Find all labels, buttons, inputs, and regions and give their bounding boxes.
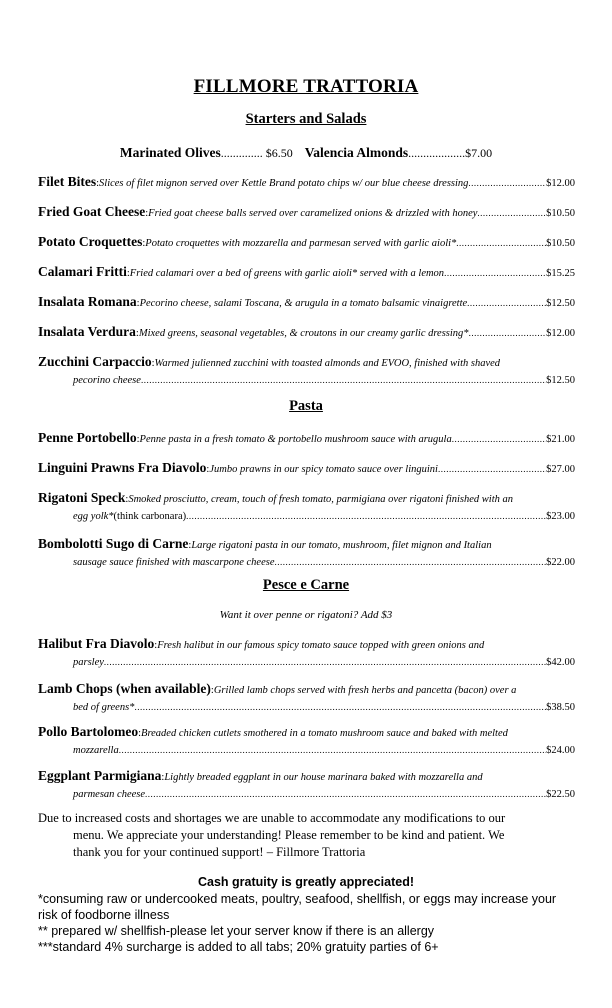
- leader-dots: [104, 654, 546, 670]
- item-price: $10.50: [546, 208, 575, 219]
- item-name: Eggplant Parmigiana: [38, 768, 162, 783]
- olives-name: Marinated Olives: [119, 145, 221, 160]
- restaurant-title: FILLMORE TRATTORIA: [193, 76, 419, 97]
- item-note: (think carbonara): [113, 511, 187, 522]
- leader-dots: [452, 431, 546, 447]
- item-name: Fried Goat Cheese: [38, 204, 146, 219]
- almonds-price: $7.00: [465, 146, 493, 160]
- menu-item-penne-portobello: Penne Portobello : Penne pasta in a fresh tomato & portobello mushroom sauce with arugula ..... $21.00: [38, 430, 575, 448]
- leader-dots: [275, 554, 547, 570]
- leader-dots: [456, 235, 546, 251]
- item-description: Breaded chicken cutlets smothered in a tomato mushroom sauce and baked with melted: [141, 728, 508, 739]
- item-name: Linguini Prawns Fra Diavolo: [38, 460, 207, 475]
- footnote-shellfish: ** prepared w/ shellfish-please let your server know if there is an allergy: [38, 924, 435, 938]
- item-price: $42.00: [546, 657, 575, 668]
- menu-item-potato-croquettes: Potato Croquettes : Potato croquettes with mozzarella and parmesan served with garlic aioli* ..... $10.50: [38, 234, 575, 252]
- menu-item-linguini-prawns: Linguini Prawns Fra Diavolo : Jumbo prawns in our spicy tomato sauce over linguini ..... $27.00: [38, 460, 575, 478]
- menu-item-eggplant-parmigiana: Eggplant Parmigiana : Lightly breaded eggplant in our house marinara baked with mozzarella and parmesan cheese ..... $22.50: [38, 768, 575, 803]
- item-description: Slices of filet mignon served over Kettle Brand potato chips w/ our blue cheese dressing: [99, 178, 469, 189]
- olives-dots: ..............: [220, 146, 263, 160]
- item-name: Rigatoni Speck: [38, 490, 126, 505]
- item-price: $38.50: [546, 702, 575, 713]
- footnote-raw-food-1: *consuming raw or undercooked meats, poultry, seafood, shellfish, or eggs may increase your: [38, 892, 557, 906]
- almonds-name: Valencia Almonds: [304, 145, 409, 160]
- leader-dots: [467, 295, 546, 311]
- footnotes: [38, 891, 598, 955]
- almonds-dots: ...................: [408, 146, 466, 160]
- section-starters-heading: Starters and Salads: [245, 111, 367, 127]
- item-name: Bombolotti Sugo di Carne: [38, 536, 189, 551]
- item-description-cont: parsley: [73, 657, 104, 668]
- menu-item-filet-bites: Filet Bites : Slices of filet mignon served over Kettle Brand potato chips w/ our blue cheese dressing ..... $12.00: [38, 174, 575, 192]
- item-description: Lightly breaded eggplant in our house marinara baked with mozzarella and: [164, 772, 483, 783]
- menu-item-insalata-verdura: Insalata Verdura : Mixed greens, seasonal vegetables, & croutons in our creamy garlic dressing* ..... $12.00: [38, 324, 575, 342]
- leader-dots: [468, 175, 546, 191]
- olives-price: $6.50: [265, 146, 293, 160]
- item-price: $23.00: [546, 511, 575, 522]
- item-price: $21.00: [546, 434, 575, 445]
- notice-line-3: thank you for your continued support! – Fillmore Trattoria: [73, 845, 366, 859]
- menu-item-insalata-romana: Insalata Romana : Pecorino cheese, salami Toscana, & arugula in a tomato balsamic vinaigrette ..... $12.50: [38, 294, 575, 312]
- item-description: Large rigatoni pasta in our tomato, mushroom, filet mignon and Italian: [191, 540, 492, 551]
- item-description: Fresh halibut in our famous spicy tomato sauce topped with green onions and: [157, 640, 485, 651]
- menu-item-bombolotti: Bombolotti Sugo di Carne : Large rigatoni pasta in our tomato, mushroom, filet mignon and Italian sausage sauce finished with mascarpone cheese ..... $22.00: [38, 536, 575, 571]
- item-price: $12.00: [546, 178, 575, 189]
- item-name: Potato Croquettes: [38, 234, 143, 249]
- item-description: Potato croquettes with mozzarella and parmesan served with garlic aioli*: [145, 238, 457, 249]
- item-description-cont: sausage sauce finished with mascarpone cheese: [73, 557, 275, 568]
- item-price: $22.50: [546, 789, 575, 800]
- item-description-cont: bed of greens*: [73, 702, 135, 713]
- item-description-cont: parmesan cheese: [73, 789, 146, 800]
- item-description: Penne pasta in a fresh tomato & portobello mushroom sauce with arugula: [139, 434, 452, 445]
- menu-item-calamari-fritti: Calamari Fritti : Fried calamari over a bed of greens with garlic aioli* served with a lemon ..... $15.25: [38, 264, 575, 282]
- add-pasta-note: Want it over penne or rigatoni? Add $3: [219, 609, 393, 621]
- item-name: Insalata Verdura: [38, 324, 136, 339]
- item-description: Pecorino cheese, salami Toscana, & arugula in a tomato balsamic vinaigrette: [139, 298, 468, 309]
- item-name: Pollo Bartolomeo: [38, 724, 139, 739]
- menu-item-lamb-chops: Lamb Chops (when available) : Grilled lamb chops served with fresh herbs and pancetta (bacon) over a bed of greens* ..... $38.50: [38, 681, 575, 716]
- leader-dots: [186, 508, 546, 524]
- modifications-notice: [38, 810, 578, 861]
- item-description: Smoked prosciutto, cream, touch of fresh tomato, parmigiana over rigatoni finished with an: [128, 494, 513, 505]
- footnote-surcharge: ***standard 4% surcharge is added to all tabs; 20% gratuity parties of 6+: [38, 940, 439, 954]
- menu-item-fried-goat-cheese: Fried Goat Cheese : Fried goat cheese balls served over caramelized onions & drizzled with honey ..... $10.50: [38, 204, 575, 222]
- leader-dots: [438, 461, 546, 477]
- item-name: Halibut Fra Diavolo: [38, 636, 155, 651]
- notice-line-2: menu. We appreciate your understanding! Please remember to be kind and patient. We: [73, 828, 505, 842]
- item-name: Lamb Chops (when available): [38, 681, 211, 696]
- item-description: Fried calamari over a bed of greens with garlic aioli* served with a lemon: [129, 268, 445, 279]
- item-name: Calamari Fritti: [38, 264, 127, 279]
- item-price: $15.25: [546, 268, 575, 279]
- item-price: $12.50: [546, 375, 575, 386]
- menu-item-halibut: Halibut Fra Diavolo : Fresh halibut in our famous spicy tomato sauce topped with green onions and parsley ..... $42.00: [38, 636, 575, 671]
- item-price: $24.00: [546, 745, 575, 756]
- footnote-raw-food-2: risk of foodborne illness: [38, 908, 170, 922]
- leader-dots: [444, 265, 546, 281]
- leader-dots: [477, 205, 546, 221]
- leader-dots: [119, 742, 546, 758]
- item-description: Grilled lamb chops served with fresh herbs and pancetta (bacon) over a: [213, 685, 517, 696]
- item-name: Zucchini Carpaccio: [38, 354, 152, 369]
- item-price: $12.50: [546, 298, 575, 309]
- item-description-cont: egg yolk*: [73, 511, 114, 522]
- section-pasta-heading: Pasta: [289, 398, 323, 414]
- item-description: Fried goat cheese balls served over caramelized onions & drizzled with honey: [148, 208, 478, 219]
- menu-item-pollo-bartolomeo: Pollo Bartolomeo : Breaded chicken cutlets smothered in a tomato mushroom sauce and baked with melted mozzarella ..... $24.00: [38, 724, 575, 759]
- item-price: $22.00: [546, 557, 575, 568]
- item-price: $12.00: [546, 328, 575, 339]
- item-description: Mixed greens, seasonal vegetables, & croutons in our creamy garlic dressing*: [138, 328, 469, 339]
- item-name: Penne Portobello: [38, 430, 137, 445]
- menu-item-rigatoni-speck: Rigatoni Speck : Smoked prosciutto, cream, touch of fresh tomato, parmigiana over rigatoni finished with an egg yolk* (think carbonara) ..... $23.00: [38, 490, 575, 525]
- item-description: Warmed julienned zucchini with toasted almonds and EVOO, finished with shaved: [154, 358, 501, 369]
- notice-line-1: Due to increased costs and shortages we are unable to accommodate any modifications to our: [38, 811, 506, 825]
- section-pesce-heading: Pesce e Carne: [262, 577, 350, 593]
- item-name: Insalata Romana: [38, 294, 137, 309]
- item-description-cont: pecorino cheese: [73, 375, 141, 386]
- item-price: $10.50: [546, 238, 575, 249]
- leader-dots: [145, 786, 546, 802]
- item-description: Jumbo prawns in our spicy tomato sauce over linguini: [209, 464, 438, 475]
- item-price: $27.00: [546, 464, 575, 475]
- menu-item-zucchini-carpaccio: Zucchini Carpaccio : Warmed julienned zucchini with toasted almonds and EVOO, finished with shaved pecorino cheese ..... $12.50: [38, 354, 575, 389]
- leader-dots: [134, 699, 546, 715]
- item-name: Filet Bites: [38, 174, 97, 189]
- olives-almonds-row: [0, 145, 612, 161]
- cash-gratuity-note: Cash gratuity is greatly appreciated!: [197, 875, 415, 889]
- leader-dots: [469, 325, 547, 341]
- leader-dots: [141, 372, 546, 388]
- item-description-cont: mozzarella: [73, 745, 119, 756]
